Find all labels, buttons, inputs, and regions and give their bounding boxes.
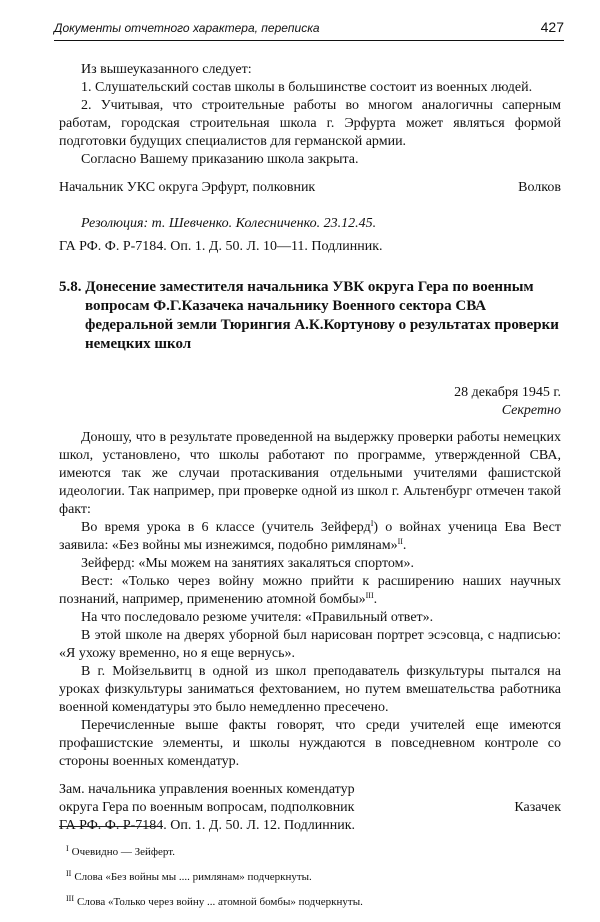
footnote-ref-1: I <box>370 519 374 528</box>
footnote-text: Слова «Только через войну ... атомной бомбы» подчеркнуты. <box>77 896 363 908</box>
doc1-resolution: Резолюция: т. Шевченко. Колесниченко. 23.12.45. <box>81 216 377 231</box>
paragraph-text: ) о войнах ученица Ева Вест заявила: «Без войны мы изнежимся, подобно римлянам» <box>59 520 562 553</box>
doc2-number: 5.8. <box>59 279 82 295</box>
doc1-point-2: 2. Учитывая, что строительные работы во многом аналогичны саперным работам, городская строительная школа г. Эрфурта может являться формой подготовки будущих специалистов для германской армии. <box>59 98 561 149</box>
footnote-text: Слова «Без войны мы .... римлянам» подчеркнуты. <box>74 871 312 883</box>
footnote-ref-2: II <box>397 537 403 546</box>
footnote-2 <box>66 863 556 888</box>
paragraph-text: Во время урока в 6 классе (учитель Зейферд <box>81 520 371 535</box>
doc1-point-1: 1. Слушательский состав школы в большинстве состоит из военных людей. <box>81 80 533 95</box>
doc2-paragraph-6: В этой школе на дверях уборной был нарисован портрет эсэсовца, с надписью: «Я ухожу временно, но я еще вернусь». <box>59 628 561 661</box>
doc2-heading <box>59 278 561 354</box>
doc1-closing: Согласно Вашему приказанию школа закрыта. <box>81 152 359 167</box>
footnote-mark: I <box>66 844 69 853</box>
doc2-paragraph-7: В г. Мойзельвитц в одной из школ преподаватель физкультуры пытался на уроках физкультуры заниматься фехтованием, но путем вмешательства работника военной комендатуры это было немедленно пресечено. <box>59 664 561 715</box>
doc2-paragraph-3: Зейферд: «Мы можем на занятиях закаляться спортом». <box>81 556 414 571</box>
doc1-signature <box>59 179 561 197</box>
footnotes <box>66 838 556 913</box>
page-body <box>59 61 561 835</box>
doc1-signer-name: Волков <box>518 180 561 195</box>
footnote-3 <box>66 888 556 913</box>
doc2-paragraph-1: Доношу, что в результате проведенной на выдержку проверки работы немецких школ, установлено, что школы работают по программе, утвержденной СВА, имеются так же случаи протаскивания отдельными учителями фашистской идеологии. Так например, при проверке одной из школ г. Альтенбург отмечен такой факт: <box>59 430 561 517</box>
footnote-1 <box>66 838 556 863</box>
footnote-mark: III <box>66 894 74 903</box>
running-head-title: Документы отчетного характера, переписка <box>54 21 320 35</box>
doc2-signer-line-2: округа Гера по военным вопросам, подполковник <box>59 800 355 815</box>
doc2-signer-line-1: Зам. начальника управления военных комендатур <box>59 782 355 797</box>
doc2-paragraph-4 <box>59 573 561 609</box>
doc2-signature <box>59 799 561 817</box>
doc1-intro: Из вышеуказанного следует: <box>81 62 252 77</box>
doc1-archive: ГА РФ. Ф. Р-7184. Оп. 1. Д. 50. Л. 10—11. Подлинник. <box>59 239 383 254</box>
doc2-paragraph-8: Перечисленные выше факты говорят, что среди учителей еще имеются профашистские элементы, и школы нуждаются в повседневном контроле со стороны военных комендатур. <box>59 718 561 769</box>
doc2-paragraph-2 <box>59 519 561 555</box>
footnote-divider <box>59 826 159 827</box>
paragraph-text: Вест: «Только через войну можно прийти к расширению наших научных познаний, например, применению атомной бомбы» <box>59 574 561 607</box>
running-head <box>54 18 564 41</box>
paragraph-text: . <box>373 592 378 607</box>
doc2-title: Донесение заместителя начальника УВК округа Гера по военным вопросам Ф.Г.Казачека начальнику Военного сектора СВА федеральной земли Тюрингия А.К.Кортунову о результатах проверки немецких школ <box>85 279 559 352</box>
doc1-signer-position: Начальник УКС округа Эрфурт, полковник <box>59 180 316 195</box>
doc2-archive: ГА РФ. Ф. Р-7184. Оп. 1. Д. 50. Л. 12. Подлинник. <box>59 818 356 833</box>
footnote-text: Очевидно — Зейферт. <box>71 846 175 858</box>
doc2-date: 28 декабря 1945 г. <box>454 385 561 400</box>
doc2-classification: Секретно <box>501 403 561 418</box>
footnote-ref-3: III <box>365 591 374 600</box>
paragraph-text: . <box>402 538 407 553</box>
doc2-paragraph-5: На что последовало резюме учителя: «Правильный ответ». <box>81 610 434 625</box>
doc2-signer-name: Казачек <box>514 800 561 815</box>
footnote-mark: II <box>66 869 72 878</box>
page-number: 427 <box>540 19 564 35</box>
